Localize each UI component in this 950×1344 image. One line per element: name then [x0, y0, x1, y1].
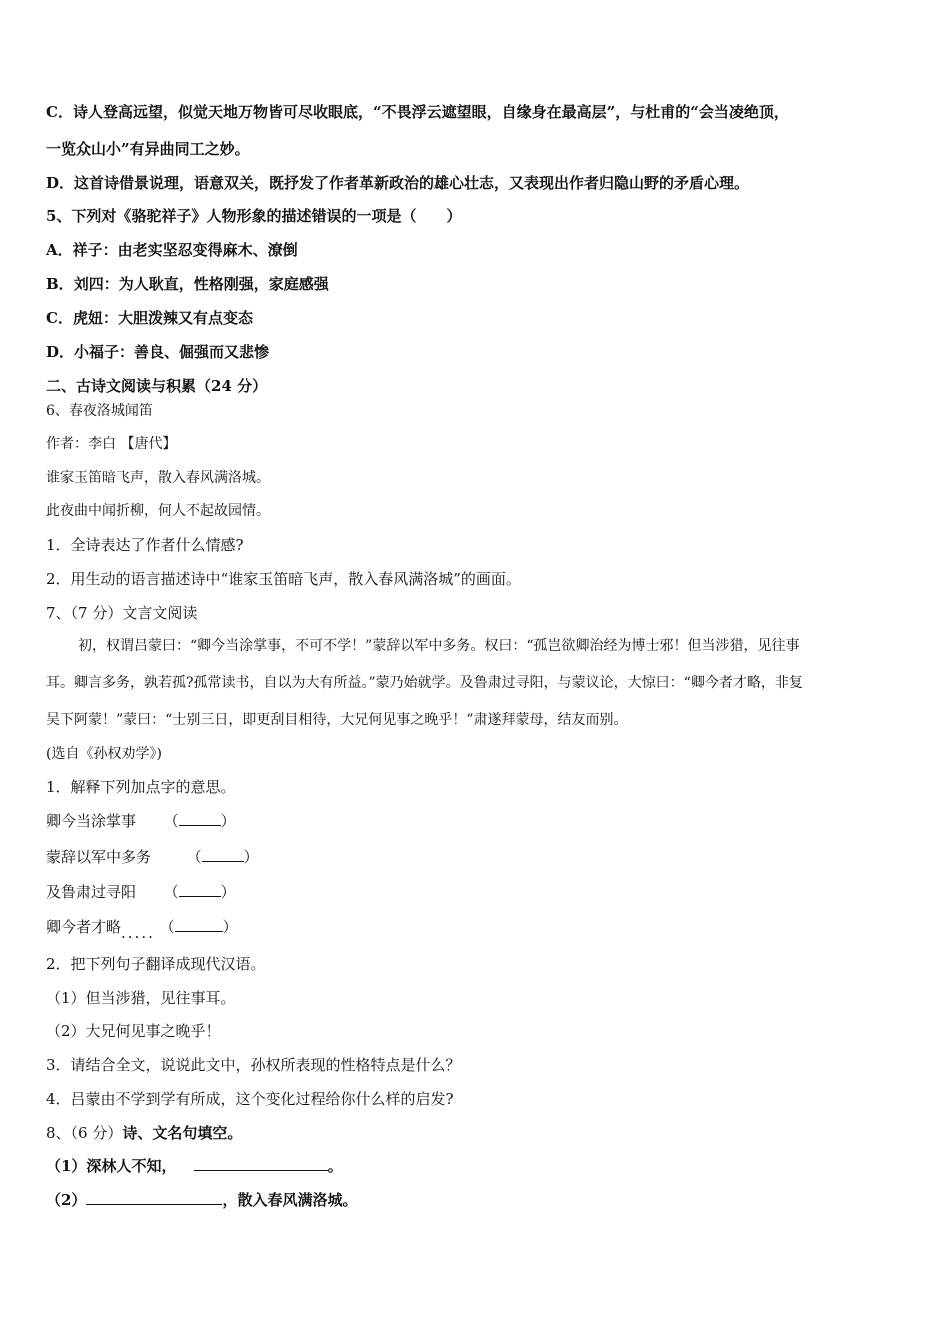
q6-subquestion-2: 2．用生动的语言描述诗中“谁家玉笛暗飞声，散入春风满洛城”的画面。 [46, 570, 521, 588]
q8-title: 8、（6 分）诗、文名句填空。 [46, 1124, 243, 1142]
q4-option-d: D．这首诗借景说理，语意双关，既抒发了作者革新政治的雄心壮志，又表现出作者归隐山野的矛盾心理。 [46, 174, 750, 192]
q5-option-b: B．刘四：为人耿直，性格刚强，家庭感强 [46, 275, 329, 293]
section-heading: 二、古诗文阅读与积累（24 分） [46, 377, 268, 395]
q7-item-2: 蒙辞以军中多务 （ ） [46, 848, 259, 866]
q7-subquestion-4: 4．吕蒙由不学到学有所成，这个变化过程给你什么样的启发? [46, 1090, 454, 1108]
answer-blank[interactable] [86, 1190, 222, 1205]
q7-source: (选自《孙权劝学》) [46, 746, 162, 762]
answer-blank[interactable] [202, 847, 244, 862]
q7-item-4: 卿今者才略..... （ ） [46, 918, 238, 942]
q7-subquestion-2: 2．把下列句子翻译成现代汉语。 [46, 955, 266, 973]
q5-option-d: D．小福子：善良、倔强而又悲惨 [46, 343, 270, 361]
q8-item-2: （2） ，散入春风满洛城。 [46, 1191, 358, 1209]
answer-blank[interactable] [179, 882, 221, 897]
q7-item-1: 卿今当涂掌事 （ ） [46, 812, 236, 830]
answer-blank[interactable] [194, 1156, 328, 1171]
q7-translate-1: （1）但当涉猎，见往事耳。 [46, 989, 236, 1007]
q7-translate-2: （2）大兄何见事之晚乎！ [46, 1022, 221, 1040]
q7-passage-line-3: 吴下阿蒙！”蒙曰：“士别三日，即更刮目相待，大兄何见事之晚乎！”肃遂拜蒙母，结友而别。 [46, 712, 628, 728]
q6-subquestion-1: 1．全诗表达了作者什么情感? [46, 536, 244, 554]
answer-blank[interactable] [179, 811, 221, 826]
answer-blank[interactable] [175, 917, 223, 932]
q7-item-3: 及鲁肃过寻阳 （ ） [46, 883, 236, 901]
q7-passage-line-2: 耳。卿言多务，孰若孤?孤常读书，自以为大有所益。”蒙乃始就学。及鲁肃过寻阳，与蒙议论，大惊曰：“卿今者才略，非复 [46, 675, 803, 691]
q6-title: 6、春夜洛城闻笛 [46, 403, 153, 419]
q5-stem: 5、下列对《骆驼祥子》人物形象的描述错误的一项是（ ） [46, 207, 462, 225]
q8-item-1: （1）深林人不知， 。 [46, 1157, 343, 1175]
q6-poem-line-2: 此夜曲中闻折柳，何人不起故园情。 [46, 503, 270, 519]
q6-author: 作者：李白 【唐代】 [46, 436, 177, 452]
q7-subquestion-3: 3．请结合全文，说说此文中，孙权所表现的性格特点是什么？ [46, 1056, 461, 1074]
q5-option-a: A．祥子：由老实坚忍变得麻木、潦倒 [46, 241, 298, 259]
q7-title: 7、（7 分）文言文阅读 [46, 604, 198, 622]
q7-subquestion-1: 1．解释下列加点字的意思。 [46, 778, 236, 796]
q6-poem-line-1: 谁家玉笛暗飞声，散入春风满洛城。 [46, 470, 270, 486]
q4-option-c: C．诗人登高远望，似觉天地万物皆可尽收眼底，“不畏浮云遮望眼，自缘身在最高层”，与杜甫的“会当凌绝顶， [46, 103, 789, 121]
q5-option-c: C．虎妞：大胆泼辣又有点变态 [46, 309, 253, 327]
q7-passage-line-1: 初，权谓吕蒙曰：“卿今当涂掌事，不可不学！”蒙辞以军中多务。权曰：“孤岂欲卿治经为博士邪！但当涉猎，见往事 [78, 638, 800, 654]
emphasis-dots: ..... [121, 924, 155, 942]
q4-option-c-cont: 一览众山小”有异曲同工之妙。 [46, 140, 250, 158]
